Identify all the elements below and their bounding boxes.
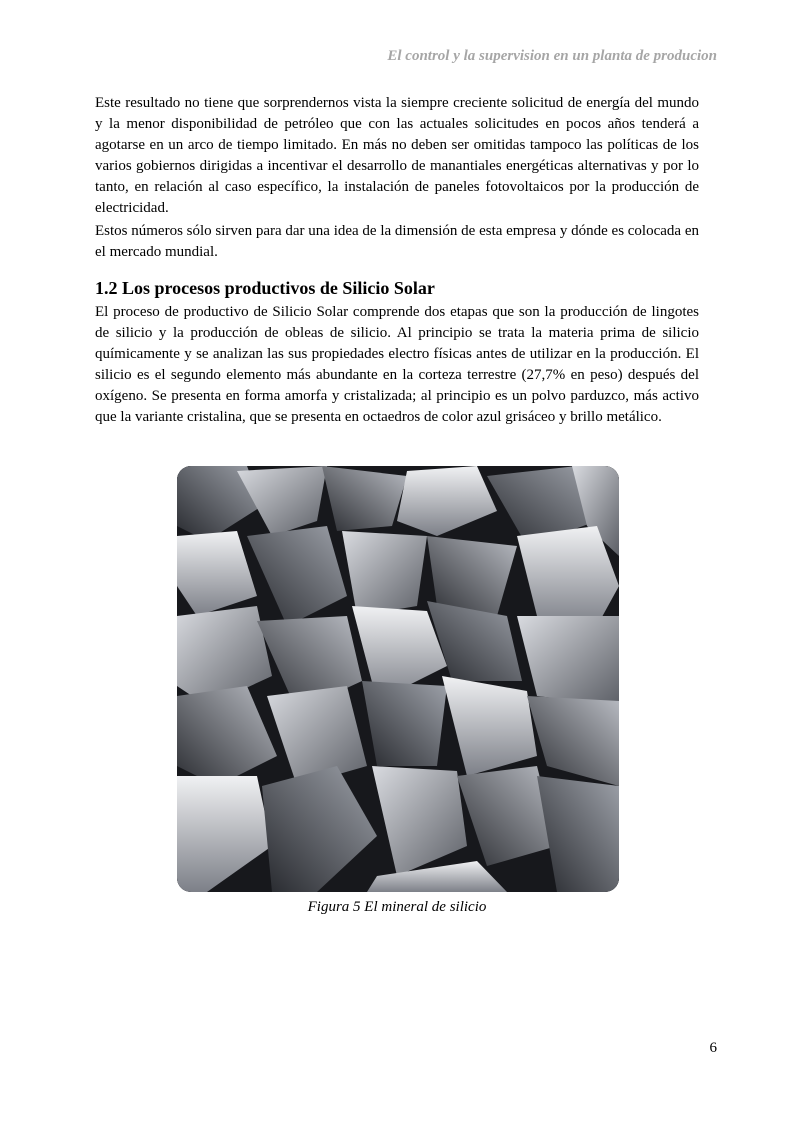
silicon-fragments-illustration xyxy=(177,466,619,892)
page-number: 6 xyxy=(709,1040,717,1056)
paragraph-company-size: Estos números sólo sirven para dar una idea de la dimensión de esta empresa y dónde es colocada en el mercado mundial. xyxy=(95,223,699,260)
figure-caption: Figura 5 El mineral de silicio xyxy=(307,899,487,915)
section-heading: 1.2 Los procesos productivos de Silicio Solar xyxy=(95,278,435,298)
paragraph-silicon-process: El proceso de productivo de Silicio Solar comprende dos etapas que son la producción de lingotes de silicio y la producción de obleas de silicio. Al principio se trata la materia prima de silicio químicamente y se analizan las sus propiedades electro físicas antes de utilizar en la producción. El silicio es el segundo elemento más abundante en la corteza terrestre (27,7% en peso) después del oxígeno. Se presenta en forma amorfa y cristalizada; al principio es un polvo parduzco, más activo que la variante cristalina, que se presenta en octaedros de color azul grisáceo y brillo metálico. xyxy=(95,304,699,425)
paragraph-energy-demand: Este resultado no tiene que sorprendernos vista la siempre creciente solicitud de energía del mundo y la menor disponibilidad de petróleo que con las actuales solicitudes en pocos años tenderá a agotarse en un arco de tiempo limitado. En más no deben ser omitidas tampoco las políticas de los varios gobiernos dirigidas a incentivar el desarrollo de manantiales energéticas alternativas y por lo tanto, en relación al caso específico, la instalación de paneles fotovoltaicos por la producción de electricidad. xyxy=(95,95,699,216)
silicon-mineral-photo xyxy=(177,466,619,892)
running-header: El control y la supervision en un planta de producion xyxy=(387,48,717,64)
